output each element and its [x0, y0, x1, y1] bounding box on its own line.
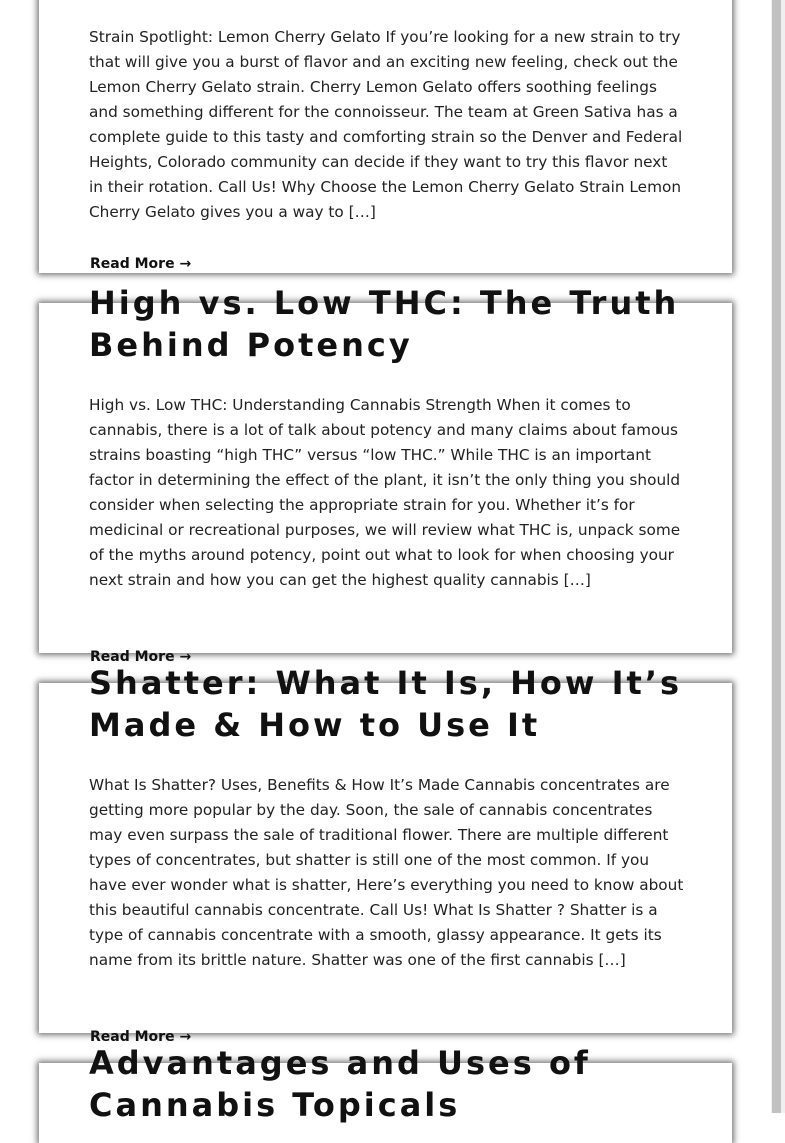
post-card [39, 1044, 732, 1143]
read-more-link[interactable]: Read More → [90, 649, 192, 665]
post-title-link[interactable]: Advantages and Uses of Cannabis Topicals [89, 1044, 591, 1124]
post-card [39, 284, 732, 665]
post-card-content [39, 284, 732, 665]
read-more-link[interactable]: Read More → [90, 1029, 192, 1045]
post-card-content [39, 0, 732, 273]
post-title-link[interactable]: Shatter: What It Is, How It’s Made & How to Use It [89, 664, 683, 744]
post-card [39, 664, 732, 1045]
post-title-link[interactable]: High vs. Low THC: The Truth Behind Potency [89, 284, 680, 364]
read-more-link[interactable]: Read More → [90, 256, 192, 272]
post-card-content [39, 1044, 732, 1143]
post-card [39, 0, 732, 273]
post-excerpt: Strain Spotlight: Lemon Cherry Gelato If you’re looking for a new strain to try that will give you a burst of flavor and an exciting new feeling, check out the Lemon Cherry Gelato strain. Cherry Lemon Gelato offers soothing feelings and something different for the connoisseur. The team at Green Sativa has a complete guide to this tasty and comforting strain so the Denver and Federal Heights, Colorado community can decide if they want to try this flavor next in their rotation. Call Us! Why Choose the Lemon Cherry Gelato Strain Lemon Cherry Gelato gives you a way to […] [89, 28, 683, 221]
post-excerpt: High vs. Low THC: Understanding Cannabis Strength When it comes to cannabis, there is a lot of talk about potency and many claims about famous strains boasting “high THC” versus “low THC.” While THC is an important factor in determining the effect of the plant, it isn’t the only thing you should consider when selecting the appropriate strain for you. Whether it’s for medicinal or recreational purposes, we will review what THC is, unpack some of the myths around potency, point out what to look for when choosing your next strain and how you can get the highest quality cannabis […] [89, 396, 681, 589]
post-excerpt: What Is Shatter? Uses, Benefits & How It’s Made Cannabis concentrates are getting more popular by the day. Soon, the sale of cannabis concentrates may even surpass the sale of traditional flower. There are multiple different types of concentrates, but shatter is still one of the most common. If you have ever wonder what is shatter, Here’s everything you need to know about this beautiful cannabis concentrate. Call Us! What Is Shatter ? Shatter is a type of cannabis concentrate with a smooth, glassy appearance. It gets its name from its brittle nature. Shatter was one of the first cannabis […] [89, 776, 684, 969]
post-card-content [39, 664, 732, 1045]
scrollbar-thumb[interactable] [772, 0, 781, 1113]
